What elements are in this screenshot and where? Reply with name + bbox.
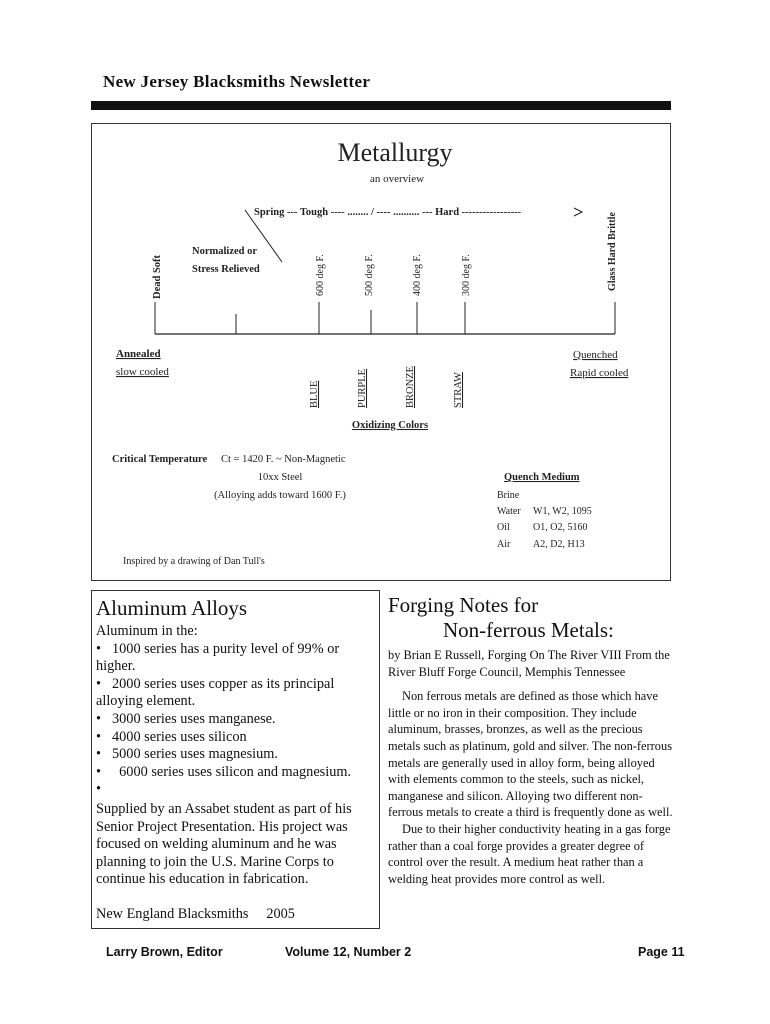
temp-600-label: 600 deg F. (315, 254, 326, 296)
temp-500-label: 500 deg F. (364, 254, 375, 296)
color-bronze-label: BRONZE (405, 366, 416, 408)
annealed-label: Annealed (116, 348, 161, 360)
aluminum-source: New England Blacksmiths 2005 (96, 905, 295, 922)
footer-page-number: Page 11 (638, 945, 685, 959)
forging-byline: by Brian E Russell, Forging On The River VIII From the River Bluff Forge Council, Memphis Tennessee (388, 648, 670, 679)
quench-medium-oil: Oil (497, 522, 510, 533)
quench-steels-water: W1, W2, 1095 (533, 506, 592, 517)
dead-soft-label: Dead Soft (152, 254, 163, 299)
alloying-note: (Alloying adds toward 1600 F.) (214, 490, 346, 501)
glass-hard-label: Glass Hard Brittle (607, 212, 618, 291)
color-blue-label: BLUE (309, 380, 320, 408)
quench-steels-oil: O1, O2, 5160 (533, 522, 588, 533)
aluminum-bullet-1000: • 1000 series has a purity level of 99% or higher. (96, 640, 340, 675)
aluminum-alloys-box (91, 590, 380, 929)
color-purple-label: PURPLE (357, 368, 368, 408)
forging-paragraph-2: Due to their higher conductivity heating in a gas forge rather than a coal forge provides a greater degree of control over the result. A medium heat rather than a welding heat provides more control as well. (388, 821, 671, 886)
footer-editor: Larry Brown, Editor (106, 945, 223, 959)
critical-temperature-value: Ct = 1420 F. ~ Non-Magnetic (221, 454, 346, 465)
color-straw-label: STRAW (453, 372, 464, 408)
steel-label: 10xx Steel (257, 472, 303, 483)
oxidizing-colors-label: Oxidizing Colors (351, 420, 429, 431)
aluminum-bullet-3000: • 3000 series uses manganese. (96, 710, 276, 727)
metallurgy-diagram (91, 123, 671, 581)
quench-medium-brine: Brine (497, 490, 520, 501)
inspired-by-note: Inspired by a drawing of Dan Tull's (123, 556, 265, 567)
forging-paragraph-1: Non ferrous metals are defined as those which have little or no iron in their composition. They include aluminum, brasses, bronzes, as well as the precious metals such as platinum, gold and silver. The non-ferrous metals are generally used in alloy form, being alloyed with elements common to the steels, such as nickel, manganese and silicon. Alloying two different non-ferrous metals to create a third is frequently done as well. (388, 689, 673, 820)
aluminum-intro: Aluminum in the: (96, 623, 198, 639)
quench-medium-heading: Quench Medium (504, 472, 580, 483)
rapid-cooled-label: Rapid cooled (570, 367, 629, 379)
newsletter-title: New Jersey Blacksmiths Newsletter (103, 72, 371, 91)
header-rule (91, 101, 671, 110)
quench-medium-water: Water (497, 506, 521, 517)
quenched-label: Quenched (573, 349, 618, 361)
forging-title-line1: Forging Notes for (388, 593, 539, 617)
aluminum-title: Aluminum Alloys (96, 596, 248, 620)
critical-temperature-label: Critical Temperature (112, 454, 208, 465)
aluminum-bullet-5000: • 5000 series uses magnesium. (96, 746, 278, 763)
aluminum-bullet-4000: • 4000 series uses silicon (96, 728, 247, 745)
footer-volume: Volume 12, Number 2 (285, 945, 412, 959)
forging-title-line2: Non-ferrous Metals: (443, 618, 614, 642)
quench-steels-air: A2, D2, H13 (533, 539, 585, 550)
diagram-subtitle: an overview (369, 173, 425, 185)
normalized-label: Normalized or (192, 246, 258, 257)
slow-cooled-label: slow cooled (116, 366, 169, 378)
aluminum-credit: Supplied by an Assabet student as part of his Senior Project Presentation. His project was focused on welding aluminum and he was planning to join the U.S. Marine Corps to continue his education in fabrication. (96, 800, 352, 888)
hardness-scale-label: Spring --- Tough ---- ........ / ---- .......... --- Hard ----------------- (254, 207, 522, 218)
aluminum-bullet-2000: • 2000 series uses copper as its principal alloying element. (96, 675, 335, 710)
aluminum-bullet-empty: • (96, 781, 102, 798)
metallurgy-svg (92, 124, 672, 582)
temp-300-label: 300 deg F. (461, 254, 472, 296)
aluminum-bullet-6000: • 6000 series uses silicon and magnesium. (96, 763, 352, 780)
quench-medium-air: Air (497, 539, 511, 550)
stress-relieved-label: Stress Relieved (192, 264, 260, 275)
temp-400-label: 400 deg F. (412, 254, 423, 296)
scale-arrowhead (574, 208, 582, 216)
forging-notes-article (388, 593, 676, 887)
diagram-title: Metallurgy (337, 138, 453, 167)
